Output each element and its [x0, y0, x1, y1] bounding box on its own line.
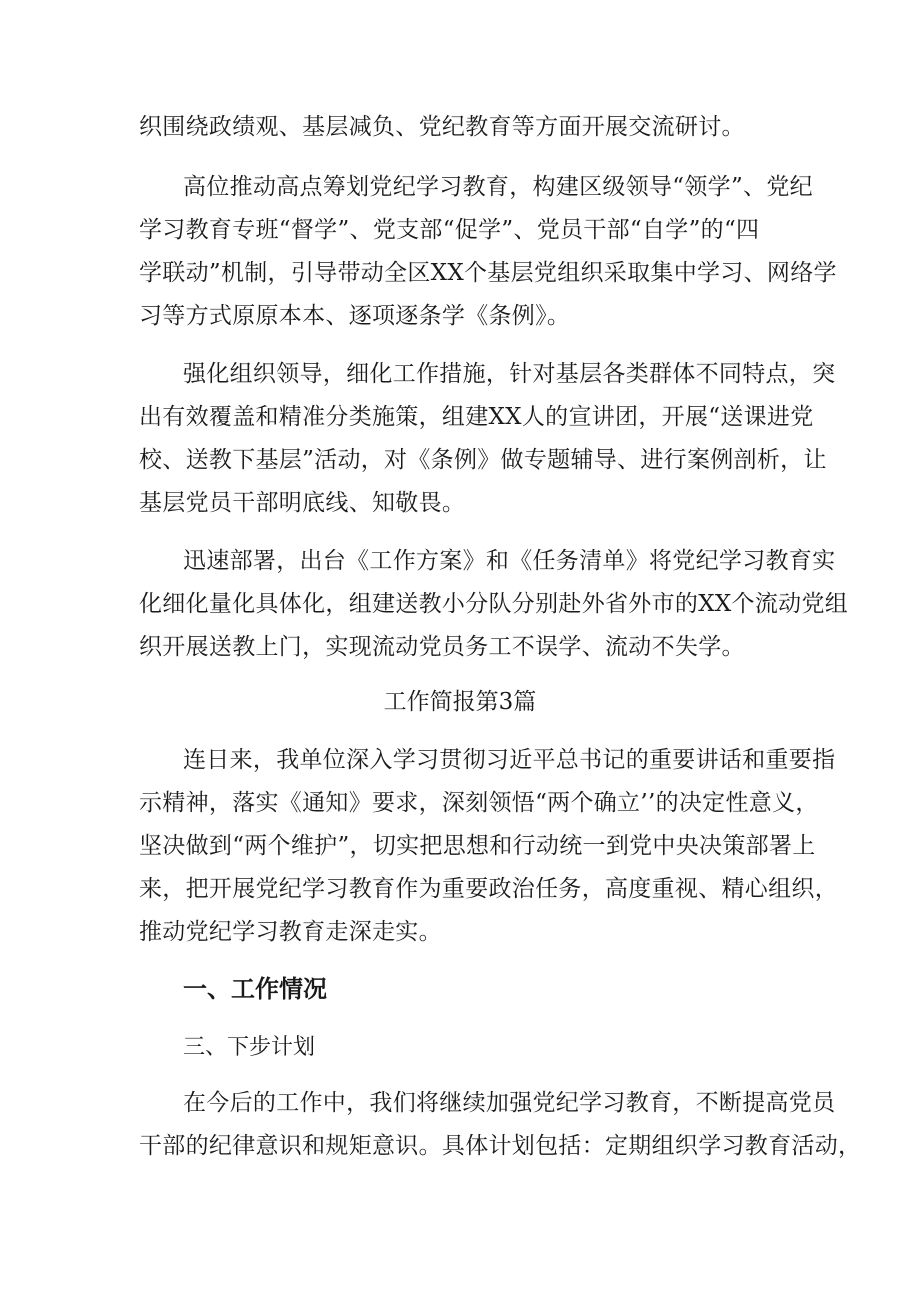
text-line: 学联动”机制，引导带动全区XX个基层党组织采取集中学习、网络学: [139, 260, 837, 286]
text-line: 基层党员干部明底线、知敬畏。: [139, 490, 466, 516]
text-line: 在今后的工作中，我们将继续加强党纪学习教育，不断提高党员: [183, 1090, 836, 1116]
text-line: 强化组织领导，细化工作措施，针对基层各类群体不同特点，突: [183, 361, 836, 387]
text-line: 迅速部署，出台《工作方案》和《任务清单》将党纪学习教育实: [183, 548, 836, 574]
paragraph-organization-leadership: [139, 353, 836, 525]
text-line: 学习教育专班“督学”、党支部“促学”、党员干部“自学”的“四: [139, 217, 760, 243]
heading-work-status: 一、工作情况: [183, 975, 327, 1003]
section-title: 工作简报第3篇: [383, 689, 537, 715]
text-line: 来，把开展党纪学习教育作为重要政治任务，高度重视、精心组织，: [139, 876, 838, 902]
text-line: 织开展送教上门，实现流动党员务工不误学、流动不失学。: [139, 634, 745, 660]
paragraph-introduction: [139, 739, 838, 954]
paragraph-continuation: [139, 106, 799, 149]
text-line: 高位推动高点筹划党纪学习教育，构建区级领导“领学”、党纪: [183, 174, 813, 200]
text-line: 连日来，我单位深入学习贯彻习近平总书记的重要讲话和重要指: [183, 747, 836, 773]
text-line: 校、送教下基层”活动，对《条例》做专题辅导、进行案例剖析，让: [139, 447, 827, 473]
paragraph-rapid-deployment: [139, 540, 849, 669]
heading-next-plan: 三、下步计划: [183, 1035, 316, 1060]
text-line: 干部的纪律意识和规矩意识。具体计划包括：定期组织学习教育活动，: [139, 1133, 862, 1159]
text-line: 习等方式原原本本、逐项逐条学《条例》。: [139, 303, 571, 329]
text-line: 坚决做到“两个维护”，切实把思想和行动统一到党中央决策部署上: [139, 833, 816, 859]
paragraph-future-plan: [139, 1082, 862, 1168]
text-line: 推动党纪学习教育走深走实。: [139, 919, 442, 945]
text-line: 织围绕政绩观、基层减负、党纪教育等方面开展交流研讨。: [139, 114, 745, 140]
text-line: 示精神，落实《通知》要求，深刻领悟“两个确立’’的决定性意义，: [139, 790, 819, 816]
text-line: 出有效覆盖和精准分类施策，组建XX人的宣讲团，开展“送课进党: [139, 404, 814, 430]
text-line: 化细化量化具体化，组建送教小分队分别赴外省外市的XX个流动党组: [139, 591, 849, 617]
paragraph-leadership-promotion: [139, 166, 837, 338]
